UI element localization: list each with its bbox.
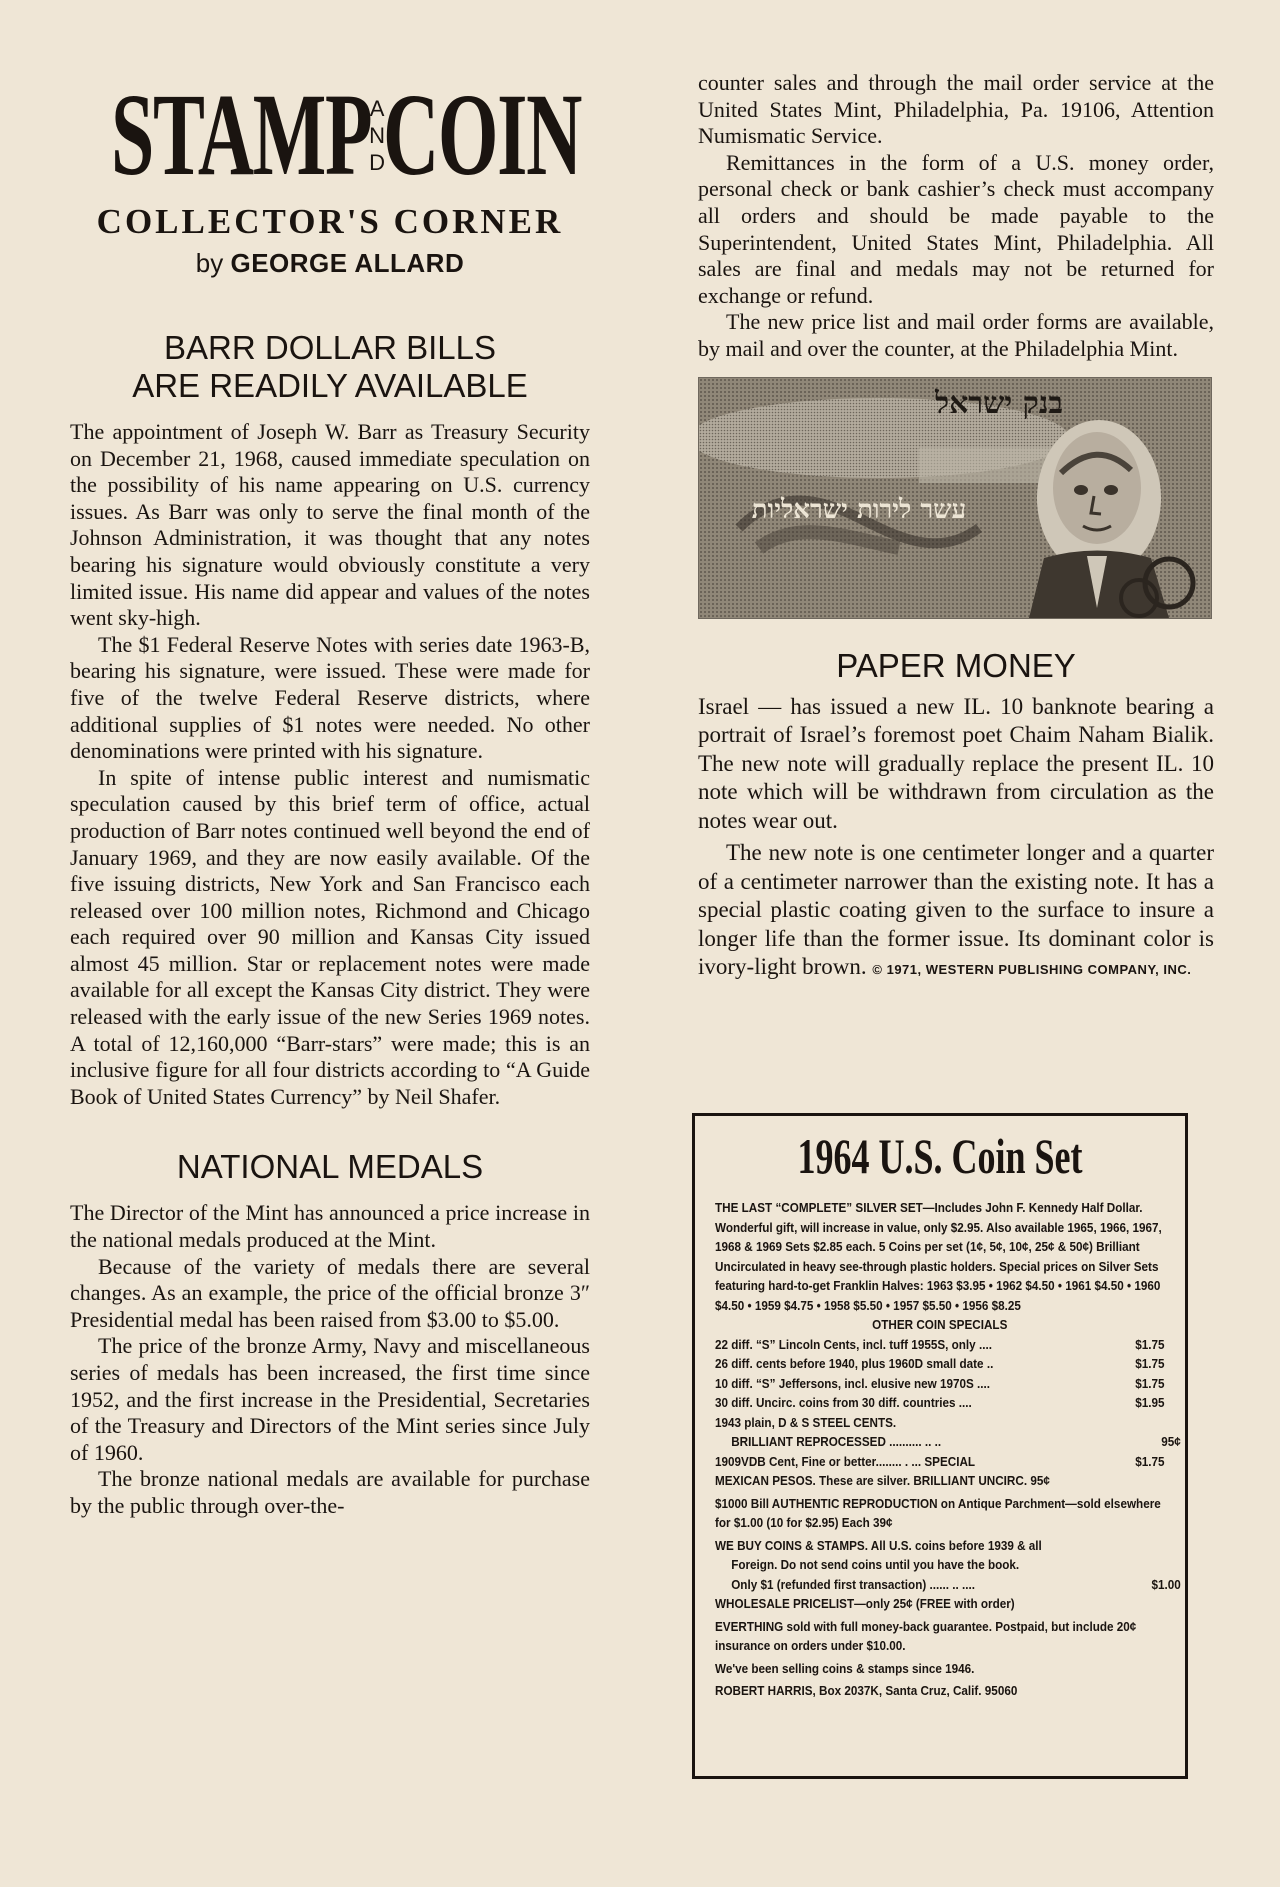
barr-paragraph: The appointment of Joseph W. Barr as Treasury Security on December 21, 1968, caused immediate speculation on the possibility of his name appearing on U.S. currency issues. As Barr was only to serve the final month of the Johnson Administration, it was thought that any notes bearing his signature would obviously constitute a very limited issue. His name did appear and values of the notes went sky-high. xyxy=(70,419,590,631)
ad-item-price: $1.75 xyxy=(1135,1375,1165,1391)
ad-title: 1964 U.S. Coin Set xyxy=(797,1128,1083,1184)
ad-item-price: $1.75 xyxy=(1135,1453,1165,1469)
paper-paragraph xyxy=(698,839,1214,985)
masthead-stamp: STAMP xyxy=(110,69,372,200)
ad-item-label: 26 diff. cents before 1940, plus 1960D small date .. xyxy=(715,1356,994,1371)
ad-intro: THE LAST “COMPLETE” SILVER SET—Includes John F. Kennedy Half Dollar. Wonderful gift, will increase in value, only $2.95. Also available 1965, 1966, 1967, 1968 & 1969 Sets $2.85 each. 5 Coins per set (1¢, 5¢, 10¢, 25¢ & 50¢) Brilliant Uncirculated in heavy see-through plastic holders. Special prices on Silver Sets featuring hard-to-get Franklin Halves: 1963 $3.95 • 1962 $4.50 • 1961 $4.50 • 1960 $4.50 • 1959 $4.75 • 1958 $5.50 • 1957 $5.50 • 1956 $8.25 xyxy=(715,1200,1162,1313)
medals-paragraph: The new price list and mail order forms are available, by mail and over the counter, at the Philadelphia Mint. xyxy=(698,309,1214,361)
medals-paragraph-continued: The bronze national medals are available for purchase by the public through over-the- xyxy=(70,1466,590,1518)
banknote-image xyxy=(698,377,1212,619)
masthead-and-letter: N xyxy=(369,122,385,148)
ad-guarantee: EVERTHING sold with full money-back guarantee. Postpaid, but include 20¢ insurance on orders under $10.00. xyxy=(715,1618,1137,1653)
paper-paragraph-text: The new note is one centimeter longer and a quarter of a centimeter narrower than the existing note. It has a special plastic coating given to the surface to insure a longer life than the former issue. Its dominant color is ivory-light brown. xyxy=(698,840,1214,980)
headline-barr-line2: ARE READILY AVAILABLE xyxy=(132,367,528,404)
ad-item-label: 30 diff. Uncirc. coins from 30 diff. countries .... xyxy=(715,1395,972,1410)
ad-steel-heading: 1943 plain, D & S STEEL CENTS. xyxy=(715,1414,897,1430)
ad-we-buy: WE BUY COINS & STAMPS. All U.S. coins before 1939 & all xyxy=(715,1537,1042,1553)
banknote-value: עשר לירות ישראליות xyxy=(751,494,967,525)
medals-paragraph: Remittances in the form of a U.S. money order, personal check or bank cashier’s check must accompany all orders and should be made payable to the Superintendent, United States Mint, Philadelphia. All sales are final and medals may not be returned for exchange or refund. xyxy=(698,149,1214,308)
masthead-and-letter: A xyxy=(369,95,385,121)
ad-pesos: MEXICAN PESOS. These are silver. BRILLIANT UNCIRC. 95¢ xyxy=(715,1473,1050,1488)
headline-barr-line1: BARR DOLLAR BILLS xyxy=(164,329,496,366)
ad-wholesale: WHOLESALE PRICELIST—only 25¢ (FREE with order) xyxy=(715,1596,1015,1611)
medals-paragraph: Because of the variety of medals there are several changes. As an example, the price of the official bronze 3″ Presidential medal has been raised from $3.00 to $5.00. xyxy=(70,1253,590,1332)
column-subtitle: COLLECTOR'S CORNER xyxy=(96,202,564,241)
medals-paragraph: The Director of the Mint has announced a price increase in the national medals produced at the Mint. xyxy=(70,1200,590,1253)
barr-paragraph: In spite of intense public interest and numismatic speculation caused by this brief term of office, actual production of Barr notes continued well beyond the end of January 1969, and they are now easily available. Of the five issuing districts, New York and San Francisco each released over 100 million notes, Richmond and Chicago each required over 90 million and Kansas City issued almost 45 million. Star or replacement notes were made available for all except the Kansas City district. They were released with the early issue of the new Series 1969 notes. A total of 12,160,000 “Barr-stars” were made; this is an inclusive figure for all four districts according to “A Guide Book of United States Currency” by Neil Shafer. xyxy=(70,764,590,1109)
banknote-illustration xyxy=(699,378,1211,618)
banknote-header: בנק ישראל xyxy=(935,385,1063,421)
ad-item-price: $1.75 xyxy=(1135,1336,1165,1352)
masthead-coin: COIN xyxy=(383,69,582,200)
ad-item-price: 95¢ xyxy=(1161,1434,1181,1449)
barr-paragraph: The $1 Federal Reserve Notes with series date 1963-B, bearing his signature, were issued. These were made for five of the twelve Federal Reserve districts, where additional supplies of $1 notes were needed. No other denominations were printed with his signature. xyxy=(70,631,590,764)
right-column xyxy=(698,70,1214,985)
ad-item-label: 10 diff. “S” Jeffersons, incl. elusive new 1970S .... xyxy=(715,1375,991,1391)
ad-item-label: 1909VDB Cent, Fine or better........ . ... SPECIAL xyxy=(715,1453,976,1469)
copyright-notice: © 1971, WESTERN PUBLISHING COMPANY, INC. xyxy=(872,962,1192,978)
masthead xyxy=(70,70,590,200)
medals-paragraph: The price of the bronze Army, Navy and miscellaneous series of medals has been increased, the first time since 1952, and the first increase in the Presidential, Secretaries of the Treasury and Directors of the Mint series since July of 1960. xyxy=(70,1333,590,1465)
left-column xyxy=(70,70,590,1520)
ad-item xyxy=(715,1354,1165,1374)
headline-barr xyxy=(70,329,590,405)
ad-since: We've been selling coins & stamps since 1946. xyxy=(715,1660,975,1676)
ad-bill: $1000 Bill AUTHENTIC REPRODUCTION on Antique Parchment—sold elsewhere for $1.00 (10 for $2.95) Each 39¢ xyxy=(715,1495,1161,1530)
ad-item xyxy=(715,1374,1165,1394)
ad-item-label: BRILLIANT REPROCESSED .......... .. .. xyxy=(731,1434,942,1449)
ad-item xyxy=(715,1432,1181,1452)
coin-set-advertisement xyxy=(692,1113,1188,1779)
ad-item xyxy=(715,1393,1165,1413)
ad-address: ROBERT HARRIS, Box 2037K, Santa Cruz, Calif. 95060 xyxy=(715,1683,1018,1698)
byline xyxy=(70,248,590,279)
ad-item-label: Only $1 (refunded first transaction) ...... .. .... xyxy=(731,1576,976,1592)
ad-item-price: $1.95 xyxy=(1135,1395,1165,1410)
ad-item-price: $1.75 xyxy=(1135,1356,1165,1371)
medals-paragraph-continuation: counter sales and through the mail order service at the United States Mint, Philadelphia, Pa. 19106, Attention Numismatic Service. xyxy=(698,70,1214,149)
headline-medals: NATIONAL MEDALS xyxy=(176,1148,484,1186)
masthead-and-letter: D xyxy=(369,149,385,175)
byline-by: by xyxy=(195,248,224,278)
ad-item xyxy=(715,1335,1165,1355)
paper-paragraph: Israel — has issued a new IL. 10 banknote bearing a portrait of Israel’s foremost poet Chaim Naham Bialik. The new note will gradually replace the present IL. 10 note which will be withdrawn from circulation as the notes wear out. xyxy=(698,693,1214,833)
headline-paper-money: PAPER MONEY xyxy=(836,646,1076,684)
ad-specials-heading: OTHER COIN SPECIALS xyxy=(872,1317,1008,1332)
author-name: GEORGE ALLARD xyxy=(230,248,465,278)
ad-item-price: $1.00 xyxy=(1151,1576,1181,1592)
ad-we-buy: Foreign. Do not send coins until you have the book. xyxy=(731,1557,1020,1572)
ad-item xyxy=(715,1452,1165,1472)
ad-item-label: 22 diff. “S” Lincoln Cents, incl. tuff 1955S, only .... xyxy=(715,1336,992,1352)
ad-item xyxy=(715,1575,1181,1595)
